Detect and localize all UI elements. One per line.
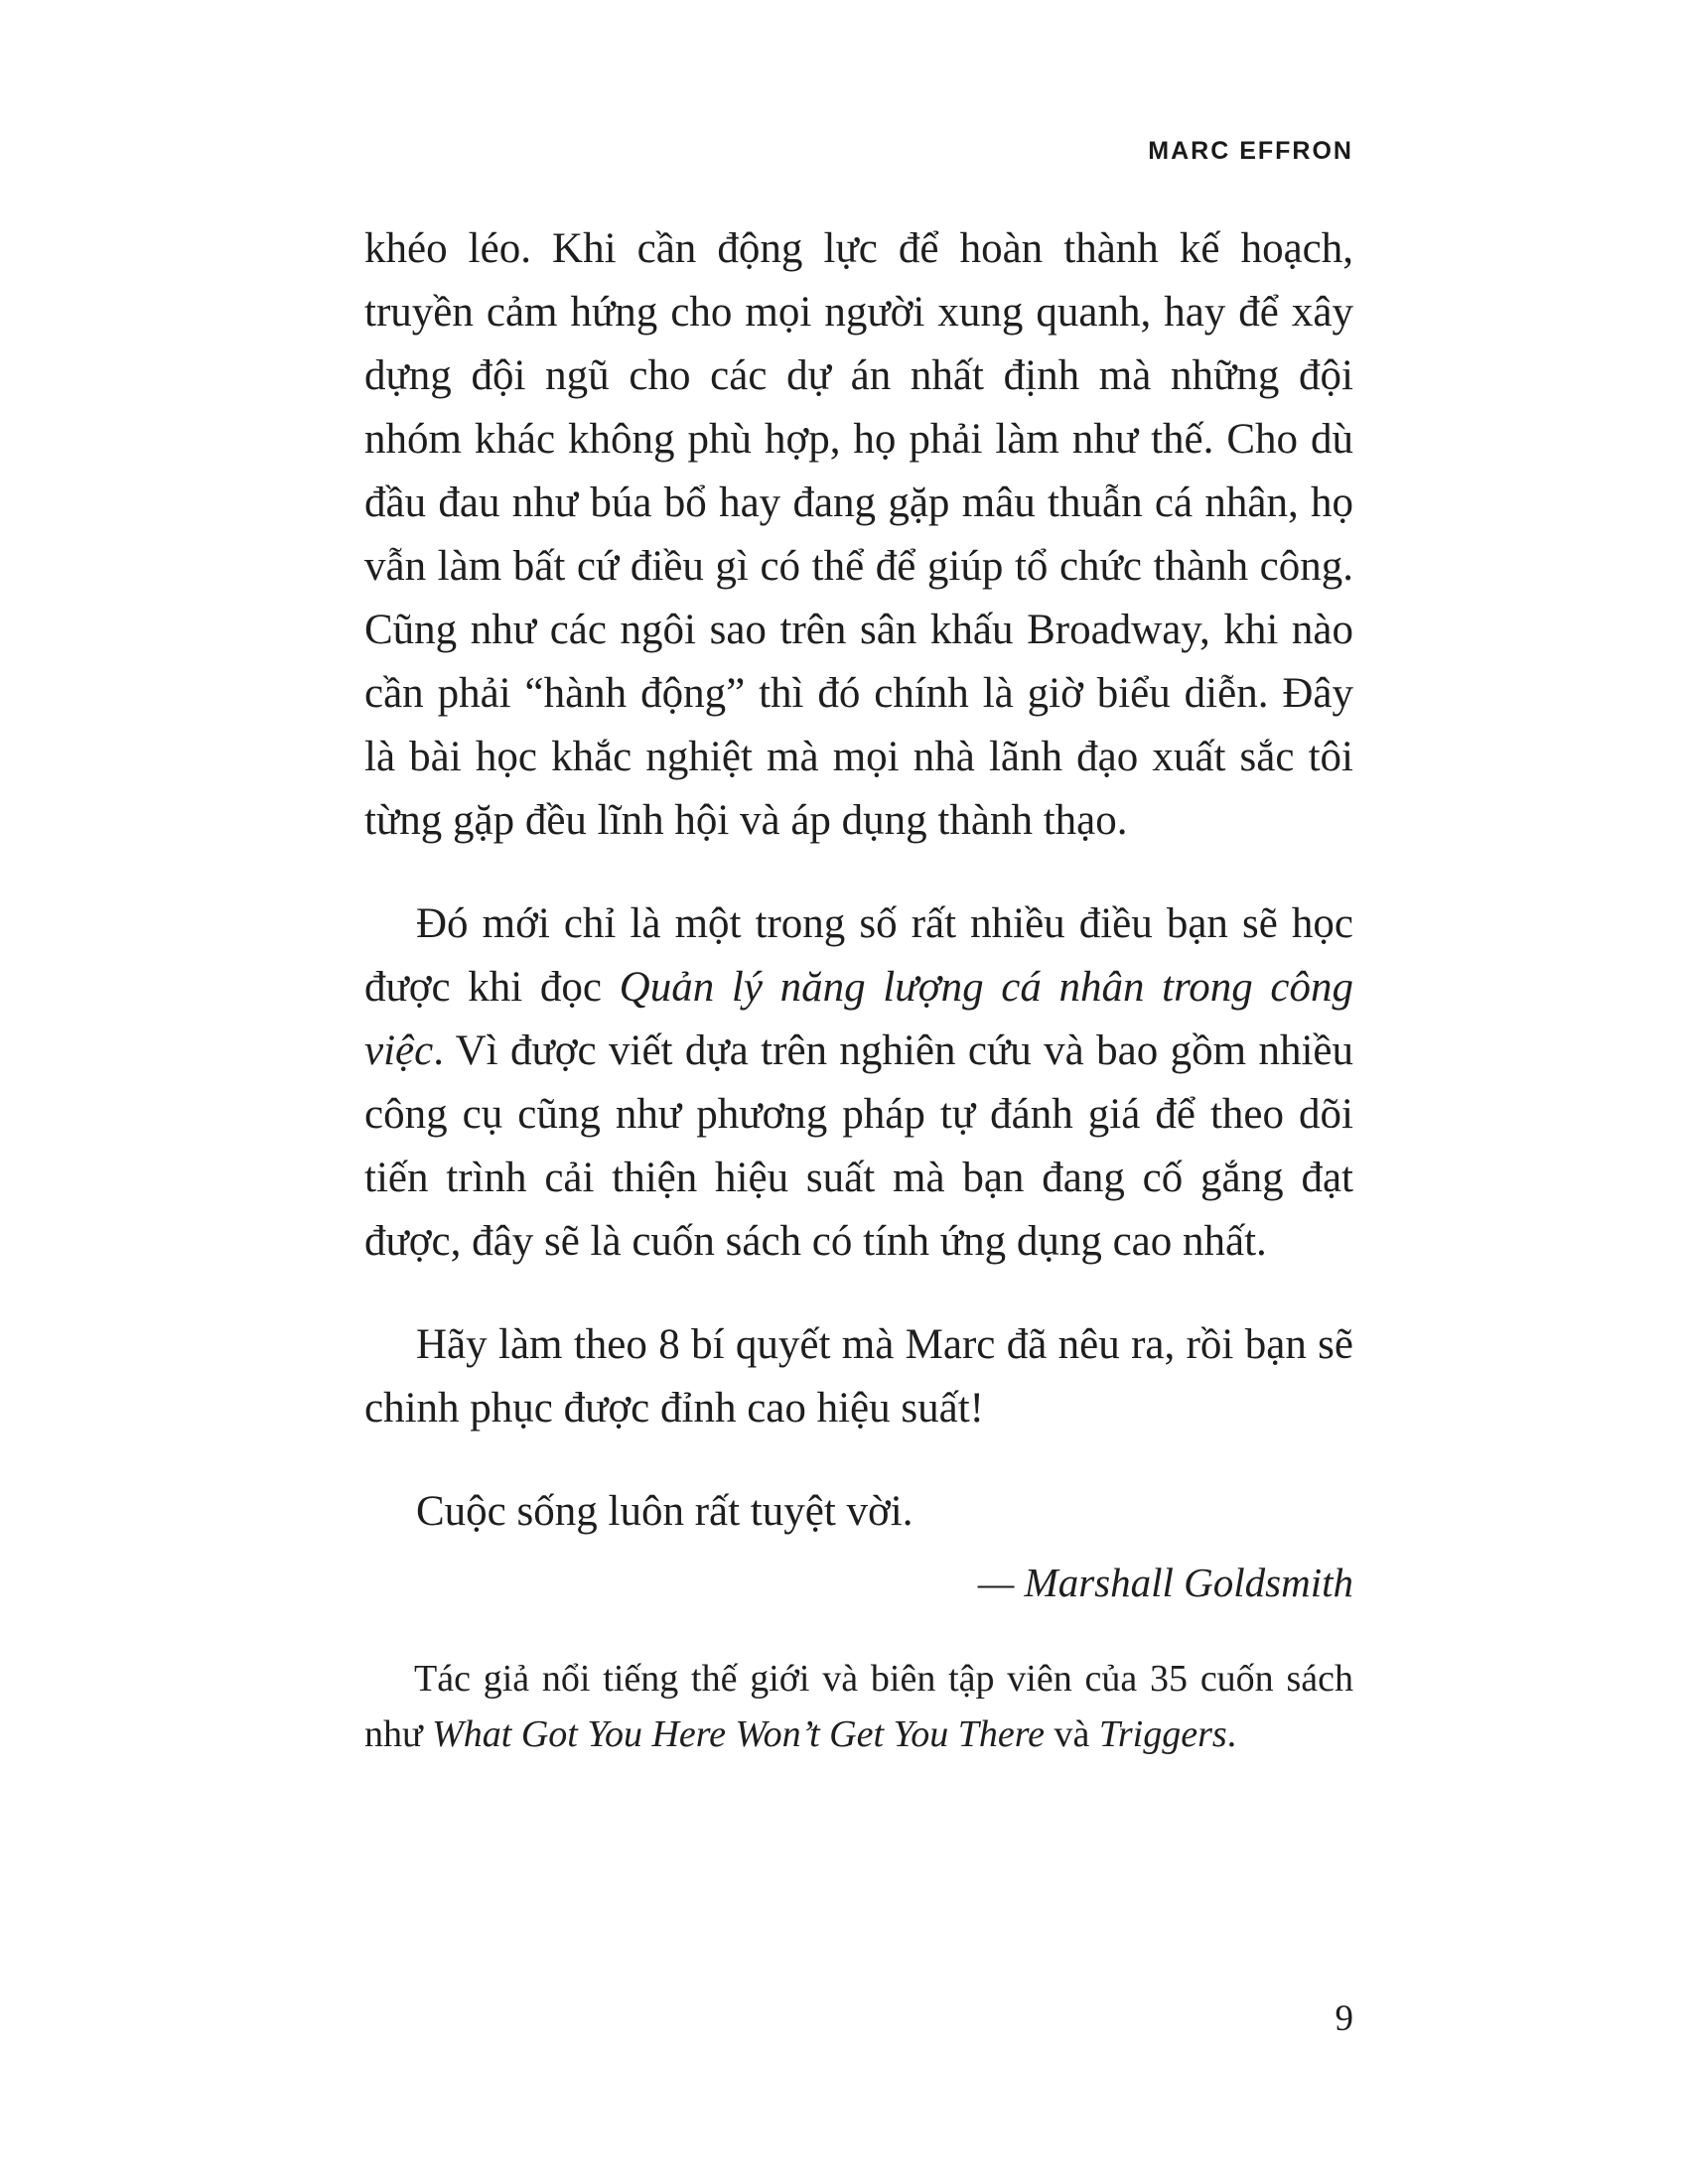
- paragraph-book-intro: [364, 892, 1353, 1274]
- bio-text-end: .: [1226, 1713, 1237, 1755]
- paragraph-2-text-continued: . Vì được viết dựa trên nghiên cứu và bao gồm nhiều công cụ cũng như phương pháp tự đánh giá để theo dõi tiến trình cải thiện hiệu suất mà bạn đang cố gắng đạt được, đây sẽ là cuốn sách có tính ứng dụng cao nhất.: [364, 1027, 1353, 1265]
- paragraph-continuation: khéo léo. Khi cần động lực để hoàn thành kế hoạch, truyền cảm hứng cho mọi người xung quanh, hay để xây dựng đội ngũ cho các dự án nhất định mà những đội nhóm khác không phù hợp, họ phải làm như thế. Cho dù đầu đau như búa bổ hay đang gặp mâu thuẫn cá nhân, họ vẫn làm bất cứ điều gì có thể để giúp tổ chức thành công. Cũng như các ngôi sao trên sân khấu Broadway, khi nào cần phải “hành động” thì đó chính là giờ biểu diễn. Đây là bài học khắc nghiệt mà mọi nhà lãnh đạo xuất sắc tôi từng gặp đều lĩnh hội và áp dụng thành thạo.: [364, 225, 1353, 844]
- attribution-signature: — Marshall Goldsmith: [977, 1560, 1353, 1605]
- bio-text-connector: và: [1044, 1713, 1099, 1755]
- bio-book-title-1: What Got You Here Won’t Get You There: [432, 1713, 1045, 1755]
- page-number: 9: [1335, 1998, 1353, 2039]
- bio-text: Tác giả nổi tiếng thế giới và biên tập viên của 35 cuốn sách như: [364, 1658, 1353, 1755]
- author-bio: [364, 1651, 1353, 1762]
- page-body: [364, 217, 1353, 1762]
- paragraph-call-to-action: Hãy làm theo 8 bí quyết mà Marc đã nêu ra, rồi bạn sẽ chinh phục được đỉnh cao hiệu suất!: [364, 1321, 1353, 1432]
- paragraph-2-text: Đó mới chỉ là một trong số rất nhiều điều bạn sẽ học được khi đọc: [364, 900, 1353, 1011]
- bio-book-title-2: Triggers: [1098, 1713, 1227, 1755]
- book-title-italic: Quản lý năng lượng cá nhân trong công việc: [364, 964, 1353, 1074]
- running-header-author: MARC EFFRON: [1148, 137, 1353, 165]
- paragraph-closing: Cuộc sống luôn rất tuyệt vời.: [416, 1488, 914, 1535]
- book-page: [364, 0, 1353, 2184]
